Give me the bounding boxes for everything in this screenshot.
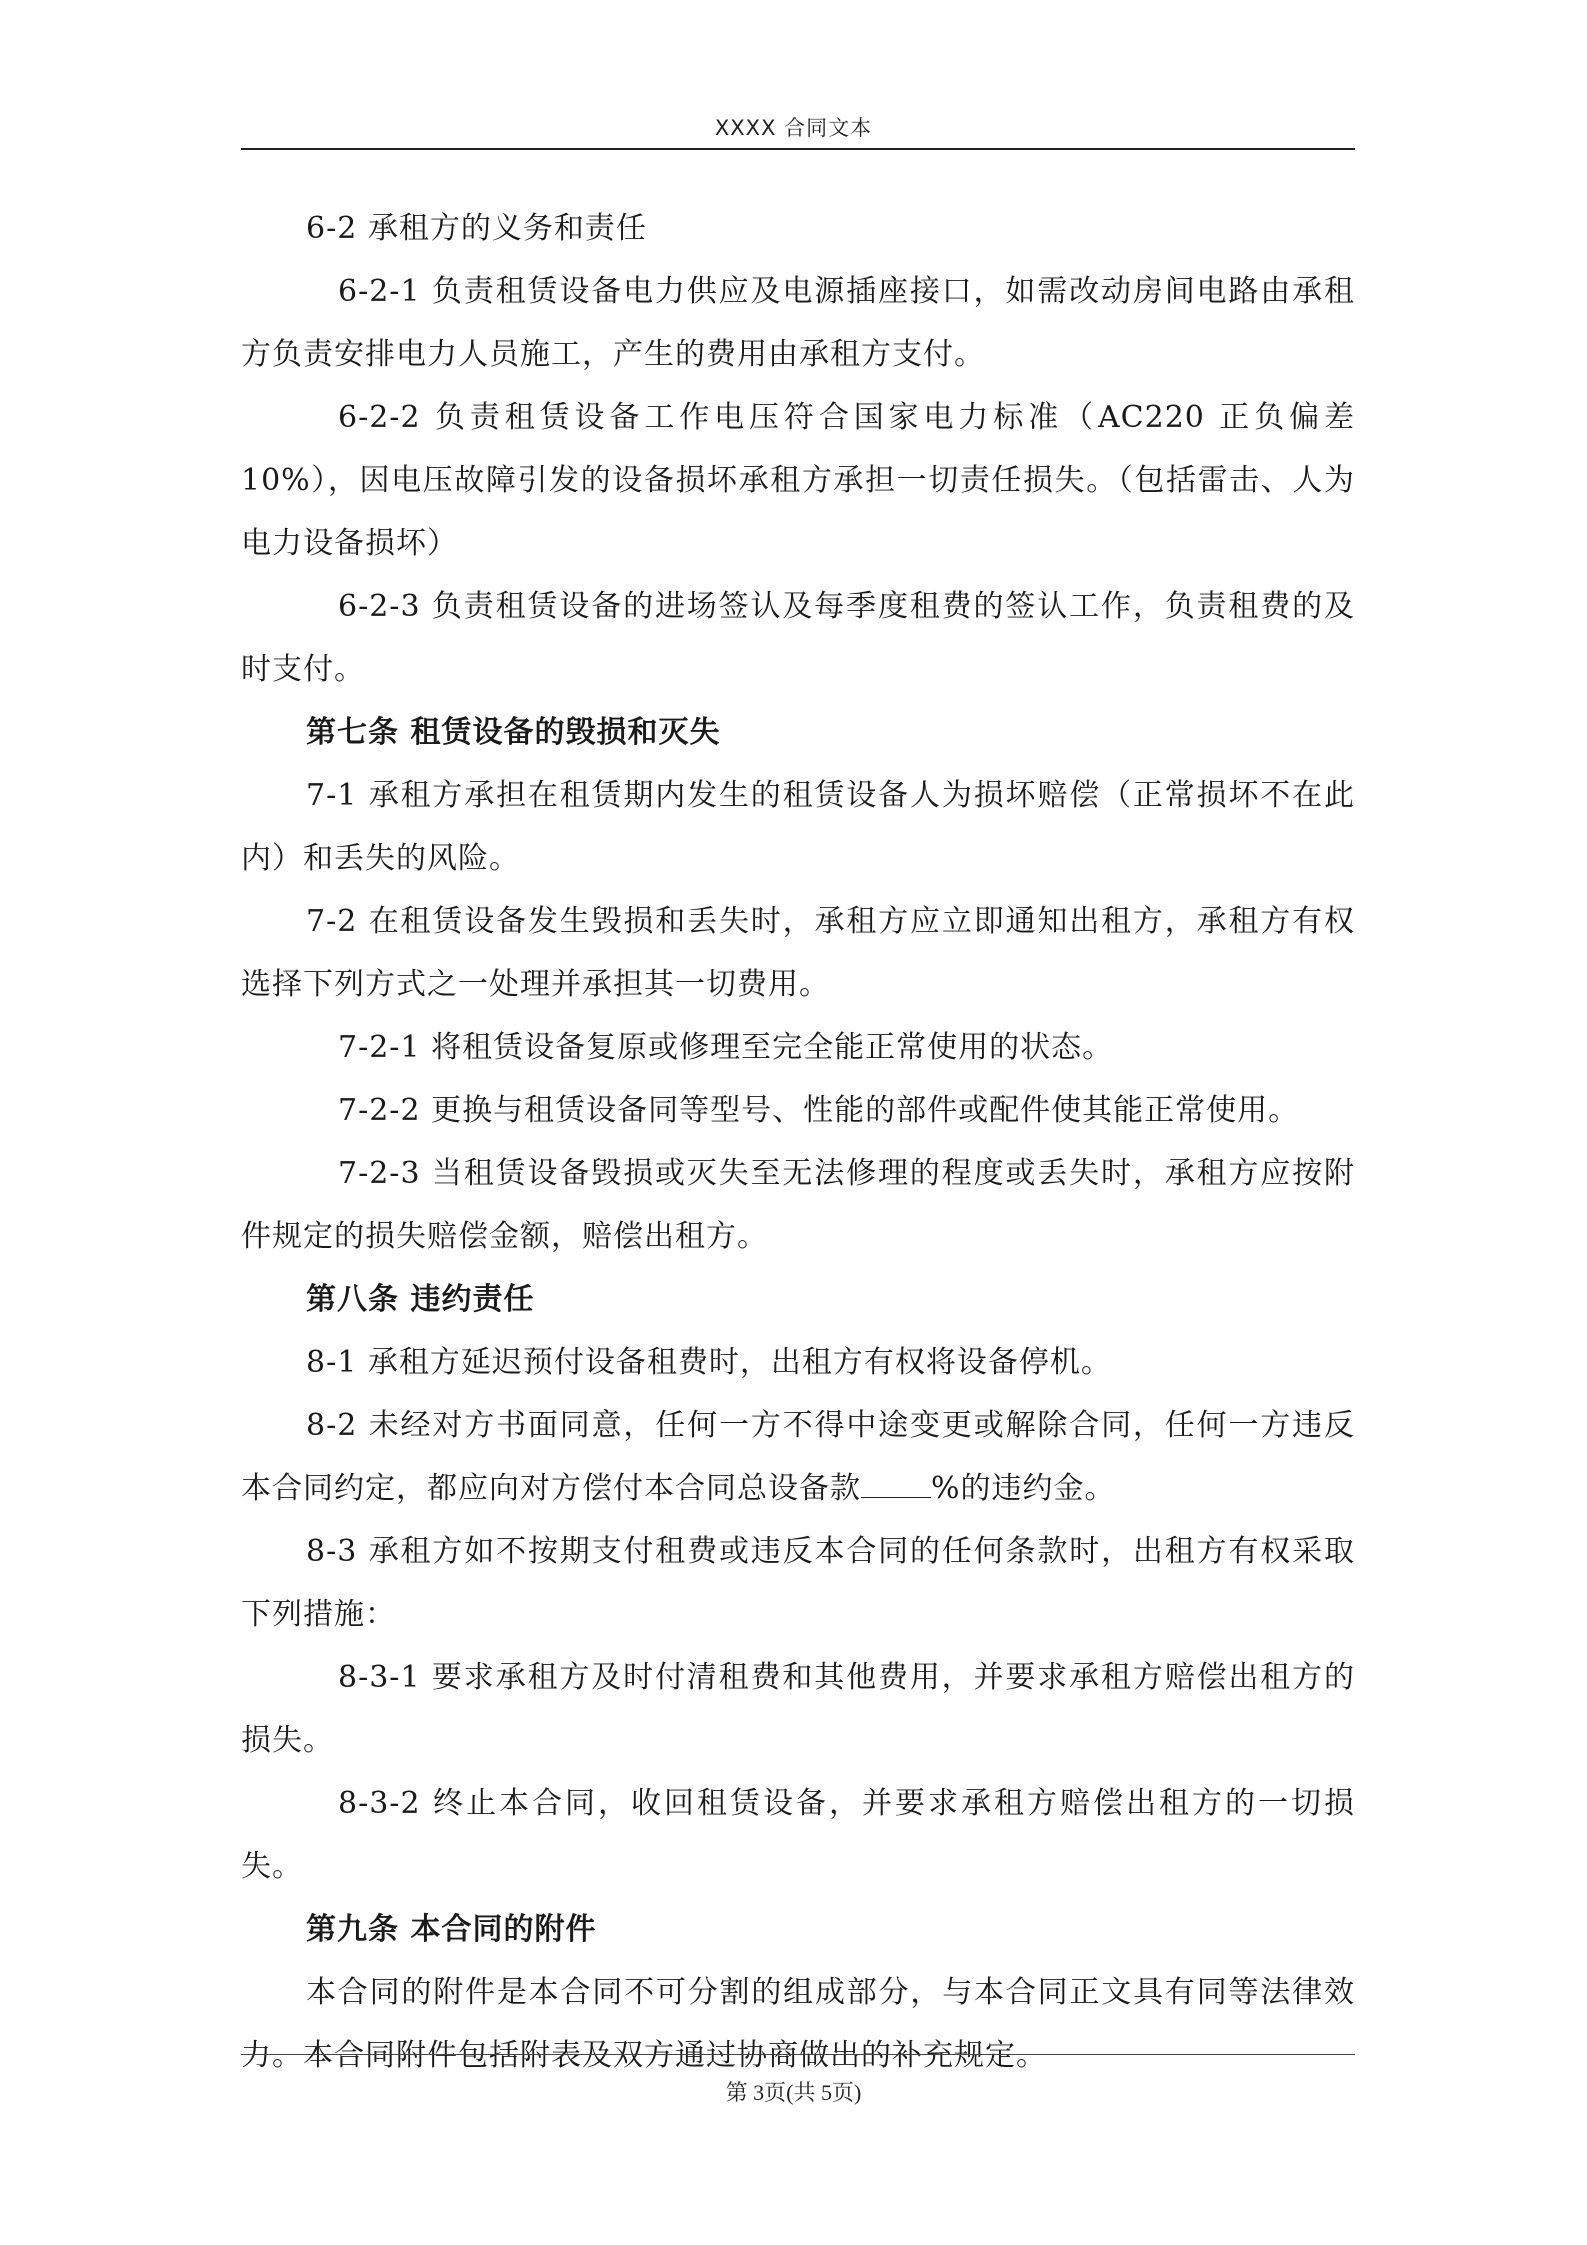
- clause-6-2: 6-2 承租方的义务和责任: [306, 211, 647, 246]
- clause-6-2-3: 6-2-3 负责租赁设备的进场签认及每季度租费的签认工作，负责租费的及时支付。: [241, 589, 1355, 687]
- clause-7-2-2: 7-2-2 更换与租赁设备同等型号、性能的部件或配件使其能正常使用。: [338, 1093, 1300, 1128]
- header-divider: [241, 148, 1355, 150]
- clause-7-1: 7-1 承租方承担在租赁期内发生的租赁设备人为损坏赔偿（正常损坏不在此内）和丢失的风险。: [241, 778, 1355, 876]
- clause-8-3-2: 8-3-2 终止本合同，收回租赁设备，并要求承租方赔偿出租方的一切损失。: [241, 1786, 1355, 1884]
- clause-8-2: [241, 1394, 1355, 1520]
- clause-8-2-suffix: %的违约金。: [931, 1471, 1116, 1506]
- clause-8-1: 8-1 承租方延迟预付设备租费时，出租方有权将设备停机。: [306, 1345, 1112, 1380]
- document-header-title: XXXX 合同文本: [714, 116, 873, 140]
- article-7-heading: 第七条 租赁设备的毁损和灭失: [306, 715, 721, 750]
- clause-7-2: 7-2 在租赁设备发生毁损和丢失时，承租方应立即通知出租方，承租方有权选择下列方式之一处理并承担其一切费用。: [241, 904, 1355, 1002]
- clause-7-2-3: 7-2-3 当租赁设备毁损或灭失至无法修理的程度或丢失时，承租方应按附件规定的损失赔偿金额，赔偿出租方。: [241, 1156, 1355, 1254]
- footer-divider: [241, 2054, 1355, 2055]
- document-body: [241, 197, 1355, 2087]
- clause-7-2-1: 7-2-1 将租赁设备复原或修理至完全能正常使用的状态。: [338, 1030, 1114, 1065]
- article-8-heading: 第八条 违约责任: [306, 1282, 535, 1317]
- article-9-heading: 第九条 本合同的附件: [306, 1912, 597, 1947]
- clause-6-2-2: 6-2-2 负责租赁设备工作电压符合国家电力标准（AC220 正负偏差 10%），因电压故障引发的设备损坏承租方承担一切责任损失。（包括雷击、人为电力设备损坏）: [241, 400, 1355, 561]
- clause-6-2-1: 6-2-1 负责租赁设备电力供应及电源插座接口，如需改动房间电路由承租方负责安排电力人员施工，产生的费用由承租方支付。: [241, 274, 1355, 372]
- penalty-percent-blank: [861, 1471, 931, 1498]
- clause-8-3-1: 8-3-1 要求承租方及时付清租费和其他费用，并要求承租方赔偿出租方的损失。: [241, 1660, 1355, 1758]
- page-number: 第 3页(共 5页): [725, 2080, 862, 2105]
- clause-8-3: 8-3 承租方如不按期支付租费或违反本合同的任何条款时，出租方有权采取下列措施：: [241, 1534, 1355, 1632]
- article-9-body: 本合同的附件是本合同不可分割的组成部分，与本合同正文具有同等法律效力。本合同附件包括附表及双方通过协商做出的补充规定。: [241, 1975, 1355, 2073]
- clause-8-2-text: 8-2 未经对方书面同意，任何一方不得中途变更或解除合同，任何一方违反本合同约定，都应向对方偿付本合同总设备款: [241, 1408, 1355, 1506]
